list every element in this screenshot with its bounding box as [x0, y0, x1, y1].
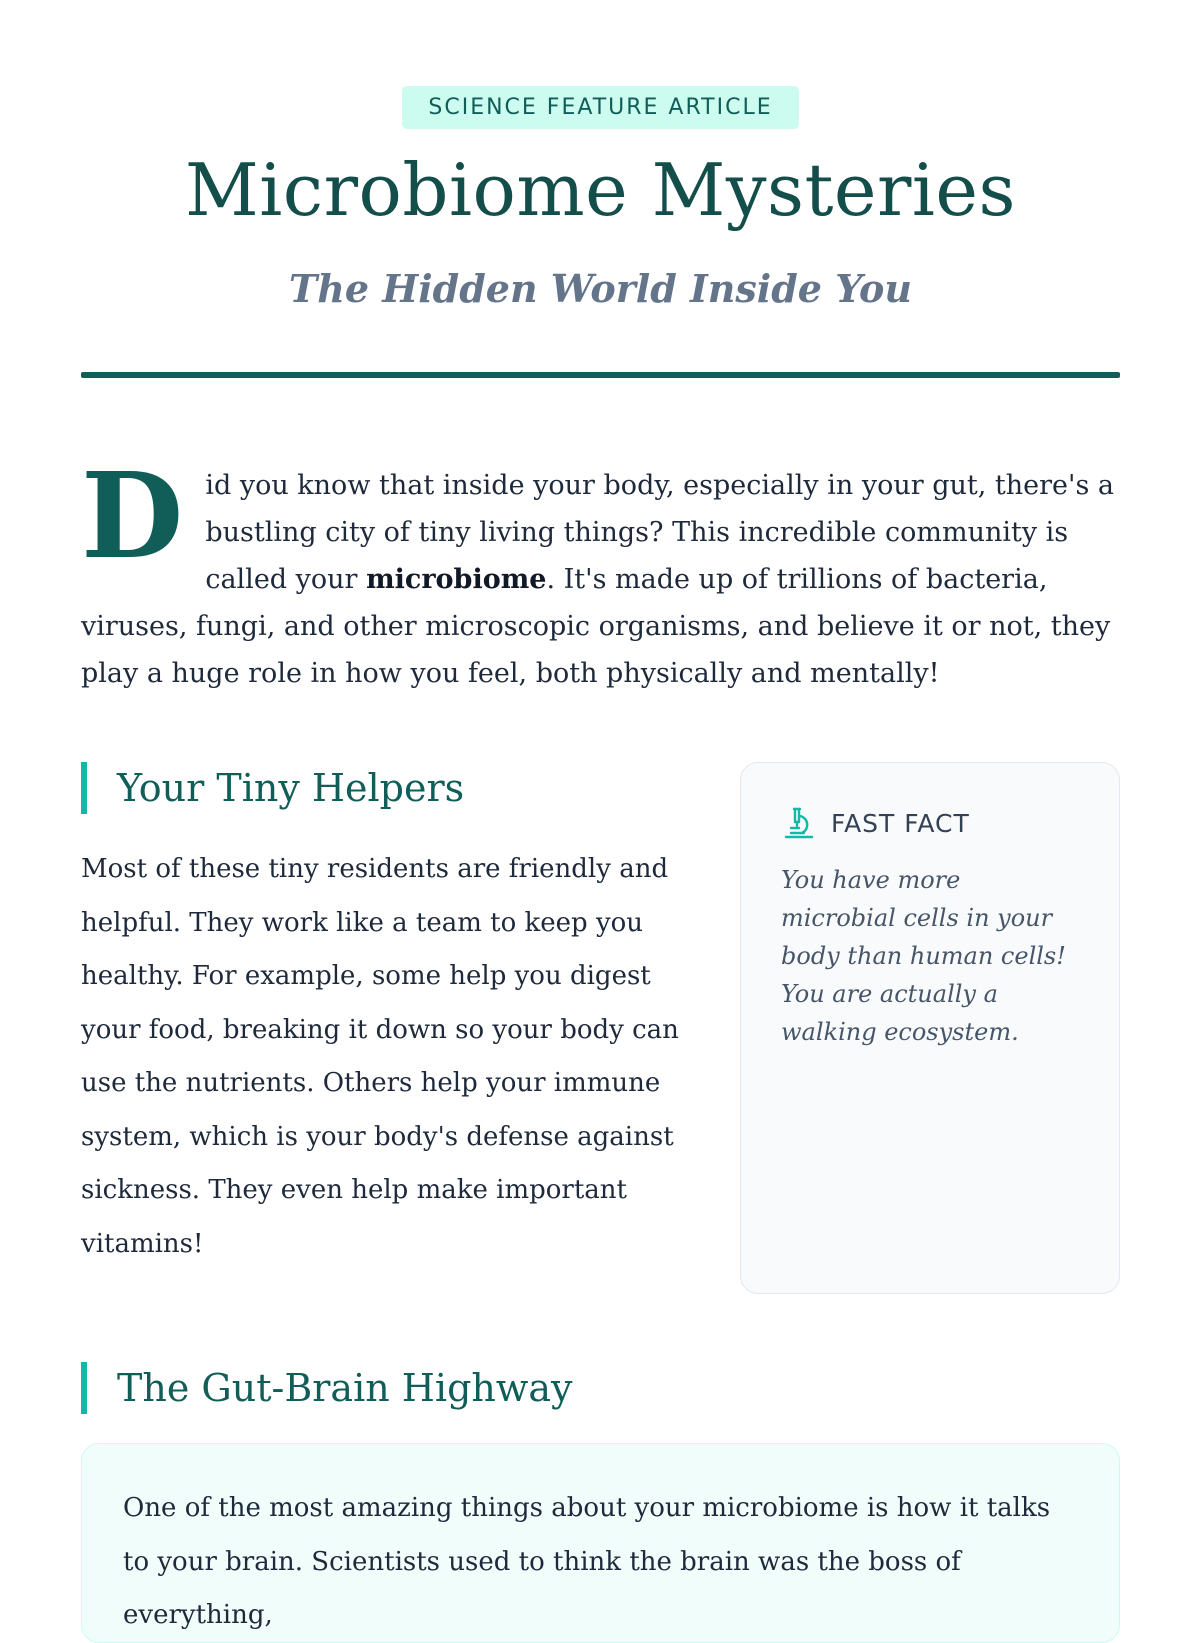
fast-fact-label: FAST FACT	[831, 808, 970, 838]
intro-text-end: . It's made up of trillions of bacteria, viruses, fungi, and other microscopic organisms, and believe it or not, they play a huge role in how you feel, both physically and mentally!	[81, 564, 1111, 689]
section-body-tiny-helpers: Most of these tiny residents are friendly and helpful. They work like a team to keep you healthy. For example, some help you digest your food, breaking it down so your body can use the nutrients. Others help your immune system, which is your body's defense against sickness. They even help make important vitamins!	[81, 854, 679, 1259]
article-title: Microbiome Mysteries	[185, 148, 1016, 232]
article-subtitle: The Hidden World Inside You	[288, 266, 912, 311]
drop-cap: D	[81, 446, 184, 585]
fast-fact-text: You have more microbial cells in your body than human cells! You are actually a walking ecosystem.	[781, 866, 1066, 1046]
section-body-gut-brain-highway: One of the most amazing things about your microbiome is how it talks to your brain. Scientists used to think the brain was the boss of everything,	[123, 1493, 1051, 1630]
section-heading-tiny-helpers: Your Tiny Helpers	[81, 762, 464, 814]
fast-fact-box	[740, 762, 1120, 1294]
section-heading-gut-brain-highway: The Gut-Brain Highway	[81, 1362, 573, 1414]
article-kicker-badge: SCIENCE FEATURE ARTICLE	[402, 86, 798, 129]
intro-text-start: id you know that inside your body, especially in your gut, there's a bustling city of tiny living things? This incredible community is called your	[205, 470, 1114, 595]
intro-paragraph	[81, 446, 1120, 697]
microscope-icon	[781, 805, 817, 841]
gut-brain-callout	[81, 1443, 1120, 1643]
fast-fact-header	[781, 805, 1079, 841]
kicker-wrap	[81, 86, 1120, 129]
header-divider	[81, 372, 1120, 378]
intro-bold-term: microbiome	[366, 564, 547, 595]
